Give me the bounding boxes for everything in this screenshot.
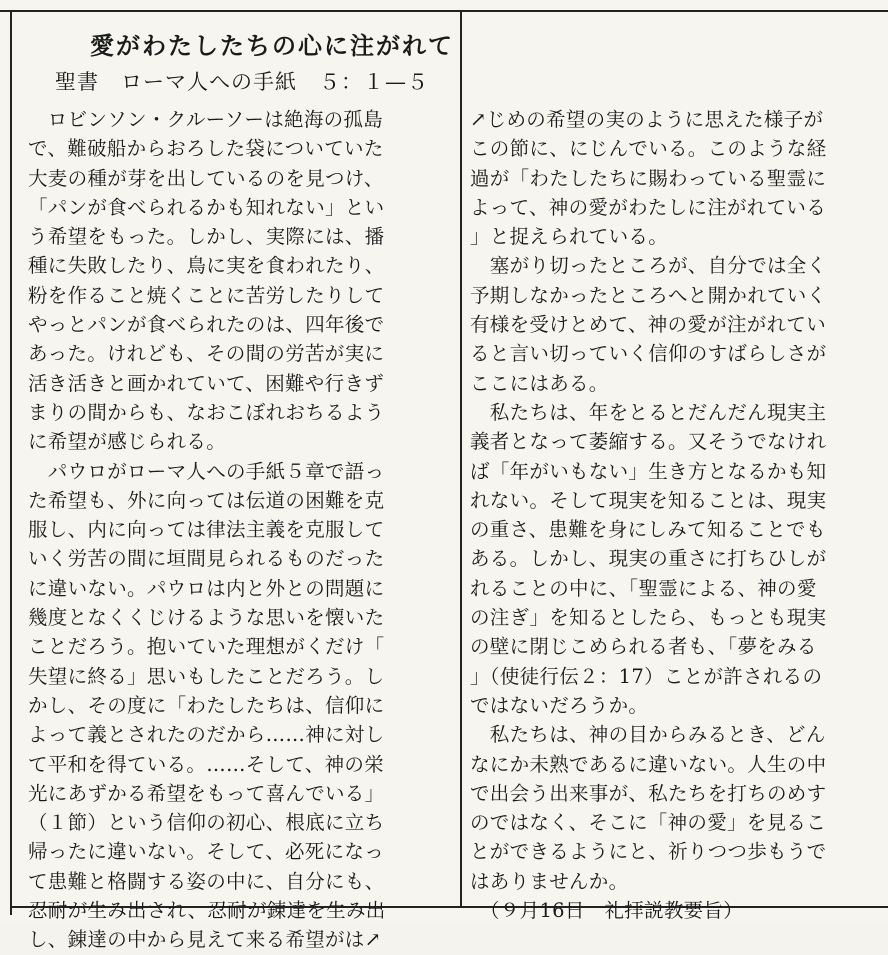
text-line: 失望に終る」思いもしたことだろう。し <box>28 664 385 688</box>
top-rule <box>0 10 888 12</box>
text-line: ると言い切っていく信仰のすばらしさが <box>470 342 827 366</box>
scripture-reference: 聖書 ローマ人への手紙 ５：１—５ <box>55 70 429 94</box>
text-line: で、難破船からおろした袋についていた <box>28 137 384 161</box>
text-line: 塞がり切ったところが、自分では全く <box>470 254 827 278</box>
text-line: ある。しかし、現実の重さに打ちひしが <box>470 547 827 571</box>
text-line: の重さ、患難を身にしみて知ることでも <box>470 518 826 542</box>
text-line: ことだろう。抱いていた理想がくだけ「 <box>28 635 385 659</box>
text-line: かし、その度に「わたしたちは、信仰に <box>28 693 385 717</box>
text-line: 「パンが食べられるかも知れない」とい <box>28 195 385 219</box>
text-line: 光にあずかる希望をもって喜んでいる」 <box>28 781 385 805</box>
text-line: のではなく、そこに「神の愛」を見るこ <box>470 811 827 835</box>
text-line: 服し、内に向っては律法主義を克服して <box>28 518 385 542</box>
text-line: ここにはある。 <box>470 371 609 395</box>
text-line: よって義とされたのだから……神に対し <box>28 723 385 747</box>
text-line: 私たちは、年をとるとだんだん現実主 <box>470 400 827 424</box>
text-line: ではないだろうか。 <box>470 693 649 717</box>
text-line: 粉を作ること焼くことに苦労したりして <box>28 283 385 307</box>
text-line: し、錬達の中から見えて来る希望がは↗ <box>28 928 382 952</box>
text-line: 忍耐が生み出され、忍耐が錬達を生み出 <box>28 899 386 923</box>
text-line: 義者となって萎縮する。又そうでなけれ <box>470 430 827 454</box>
text-line: た希望も、外に向っては伝道の困難を克 <box>28 488 385 512</box>
text-line: の壁に閉じこめられる者も、「夢をみる <box>470 635 817 659</box>
text-line: れない。そして現実を知ることは、現実 <box>470 488 827 512</box>
left-column <box>28 105 453 955</box>
text-line: 私たちは、神の目からみるとき、どん <box>470 723 826 747</box>
text-line: ロビンソン・クルーソーは絶海の孤島 <box>28 108 384 131</box>
text-line: て患難と格闘する姿の中に、自分にも、 <box>28 869 385 893</box>
text-line: ↗じめの希望の実のように思えた様子が <box>470 108 824 131</box>
text-line: う希望をもった。しかし、実際には、播 <box>28 225 385 249</box>
text-line: まりの間からも、なおこぼれおちるよう <box>28 400 385 424</box>
left-rule <box>10 10 12 915</box>
text-line: に希望が感じられる。 <box>28 430 227 454</box>
text-line: やっとパンが食べられたのは、四年後で <box>28 313 385 337</box>
text-line: いく労苦の間に垣間見られるものだった <box>28 547 385 571</box>
text-line: 過が「わたしたちに賜わっている聖霊に <box>470 166 827 190</box>
text-line: 予期しなかったところへと開かれていく <box>470 283 827 307</box>
text-line: （９月16日 礼拝説教要旨） <box>470 899 744 923</box>
text-line: パウロがローマ人への手紙５章で語っ <box>28 459 385 483</box>
text-line: に違いない。パウロは内と外との問題に <box>28 576 385 600</box>
text-line: よって、神の愛がわたしに注がれている <box>470 195 827 219</box>
text-line: この節に、にじんでいる。このような経 <box>470 137 827 161</box>
text-line: て平和を得ている。……そして、神の栄 <box>28 752 385 776</box>
text-line: ば「年がいもない」生き方となるかも知 <box>470 459 827 483</box>
text-line: 有様を受けとめて、神の愛が注がれてい <box>470 313 827 337</box>
text-line: の注ぎ」を知るとしたら、もっとも現実 <box>470 606 827 630</box>
text-line: 帰ったに違いない。そして、必死になっ <box>28 840 385 864</box>
text-line: で出会う出来事が、私たちを打ちのめす <box>470 781 827 805</box>
text-line: れることの中に、「聖霊による、神の愛 <box>470 576 817 600</box>
text-line: 幾度となくくじけるような思いを懐いた <box>28 606 385 630</box>
article-title: 愛がわたしたちの心に注がれて <box>90 31 454 60</box>
right-column <box>470 105 875 925</box>
text-line: 活き活きと画かれていて、困難や行きず <box>28 371 385 395</box>
column-divider <box>460 12 462 907</box>
text-line: 」（使徒行伝２：17）ことが許されるの <box>470 664 823 688</box>
text-line: なにか未熟であるに違いない。人生の中 <box>470 752 827 776</box>
text-line: はありませんか。 <box>470 869 629 893</box>
text-line: とができるようにと、祈りつつ歩もうで <box>470 840 827 864</box>
text-line: 」と捉えられている。 <box>470 225 669 249</box>
text-line: あった。けれども、その間の労苦が実に <box>28 342 385 366</box>
text-line: 大麦の種が芽を出しているのを見つけ、 <box>28 166 384 190</box>
text-line: 種に失敗したり、鳥に実を食われたり、 <box>28 254 385 278</box>
text-line: （１節）という信仰の初心、根底に立ち <box>28 811 385 835</box>
